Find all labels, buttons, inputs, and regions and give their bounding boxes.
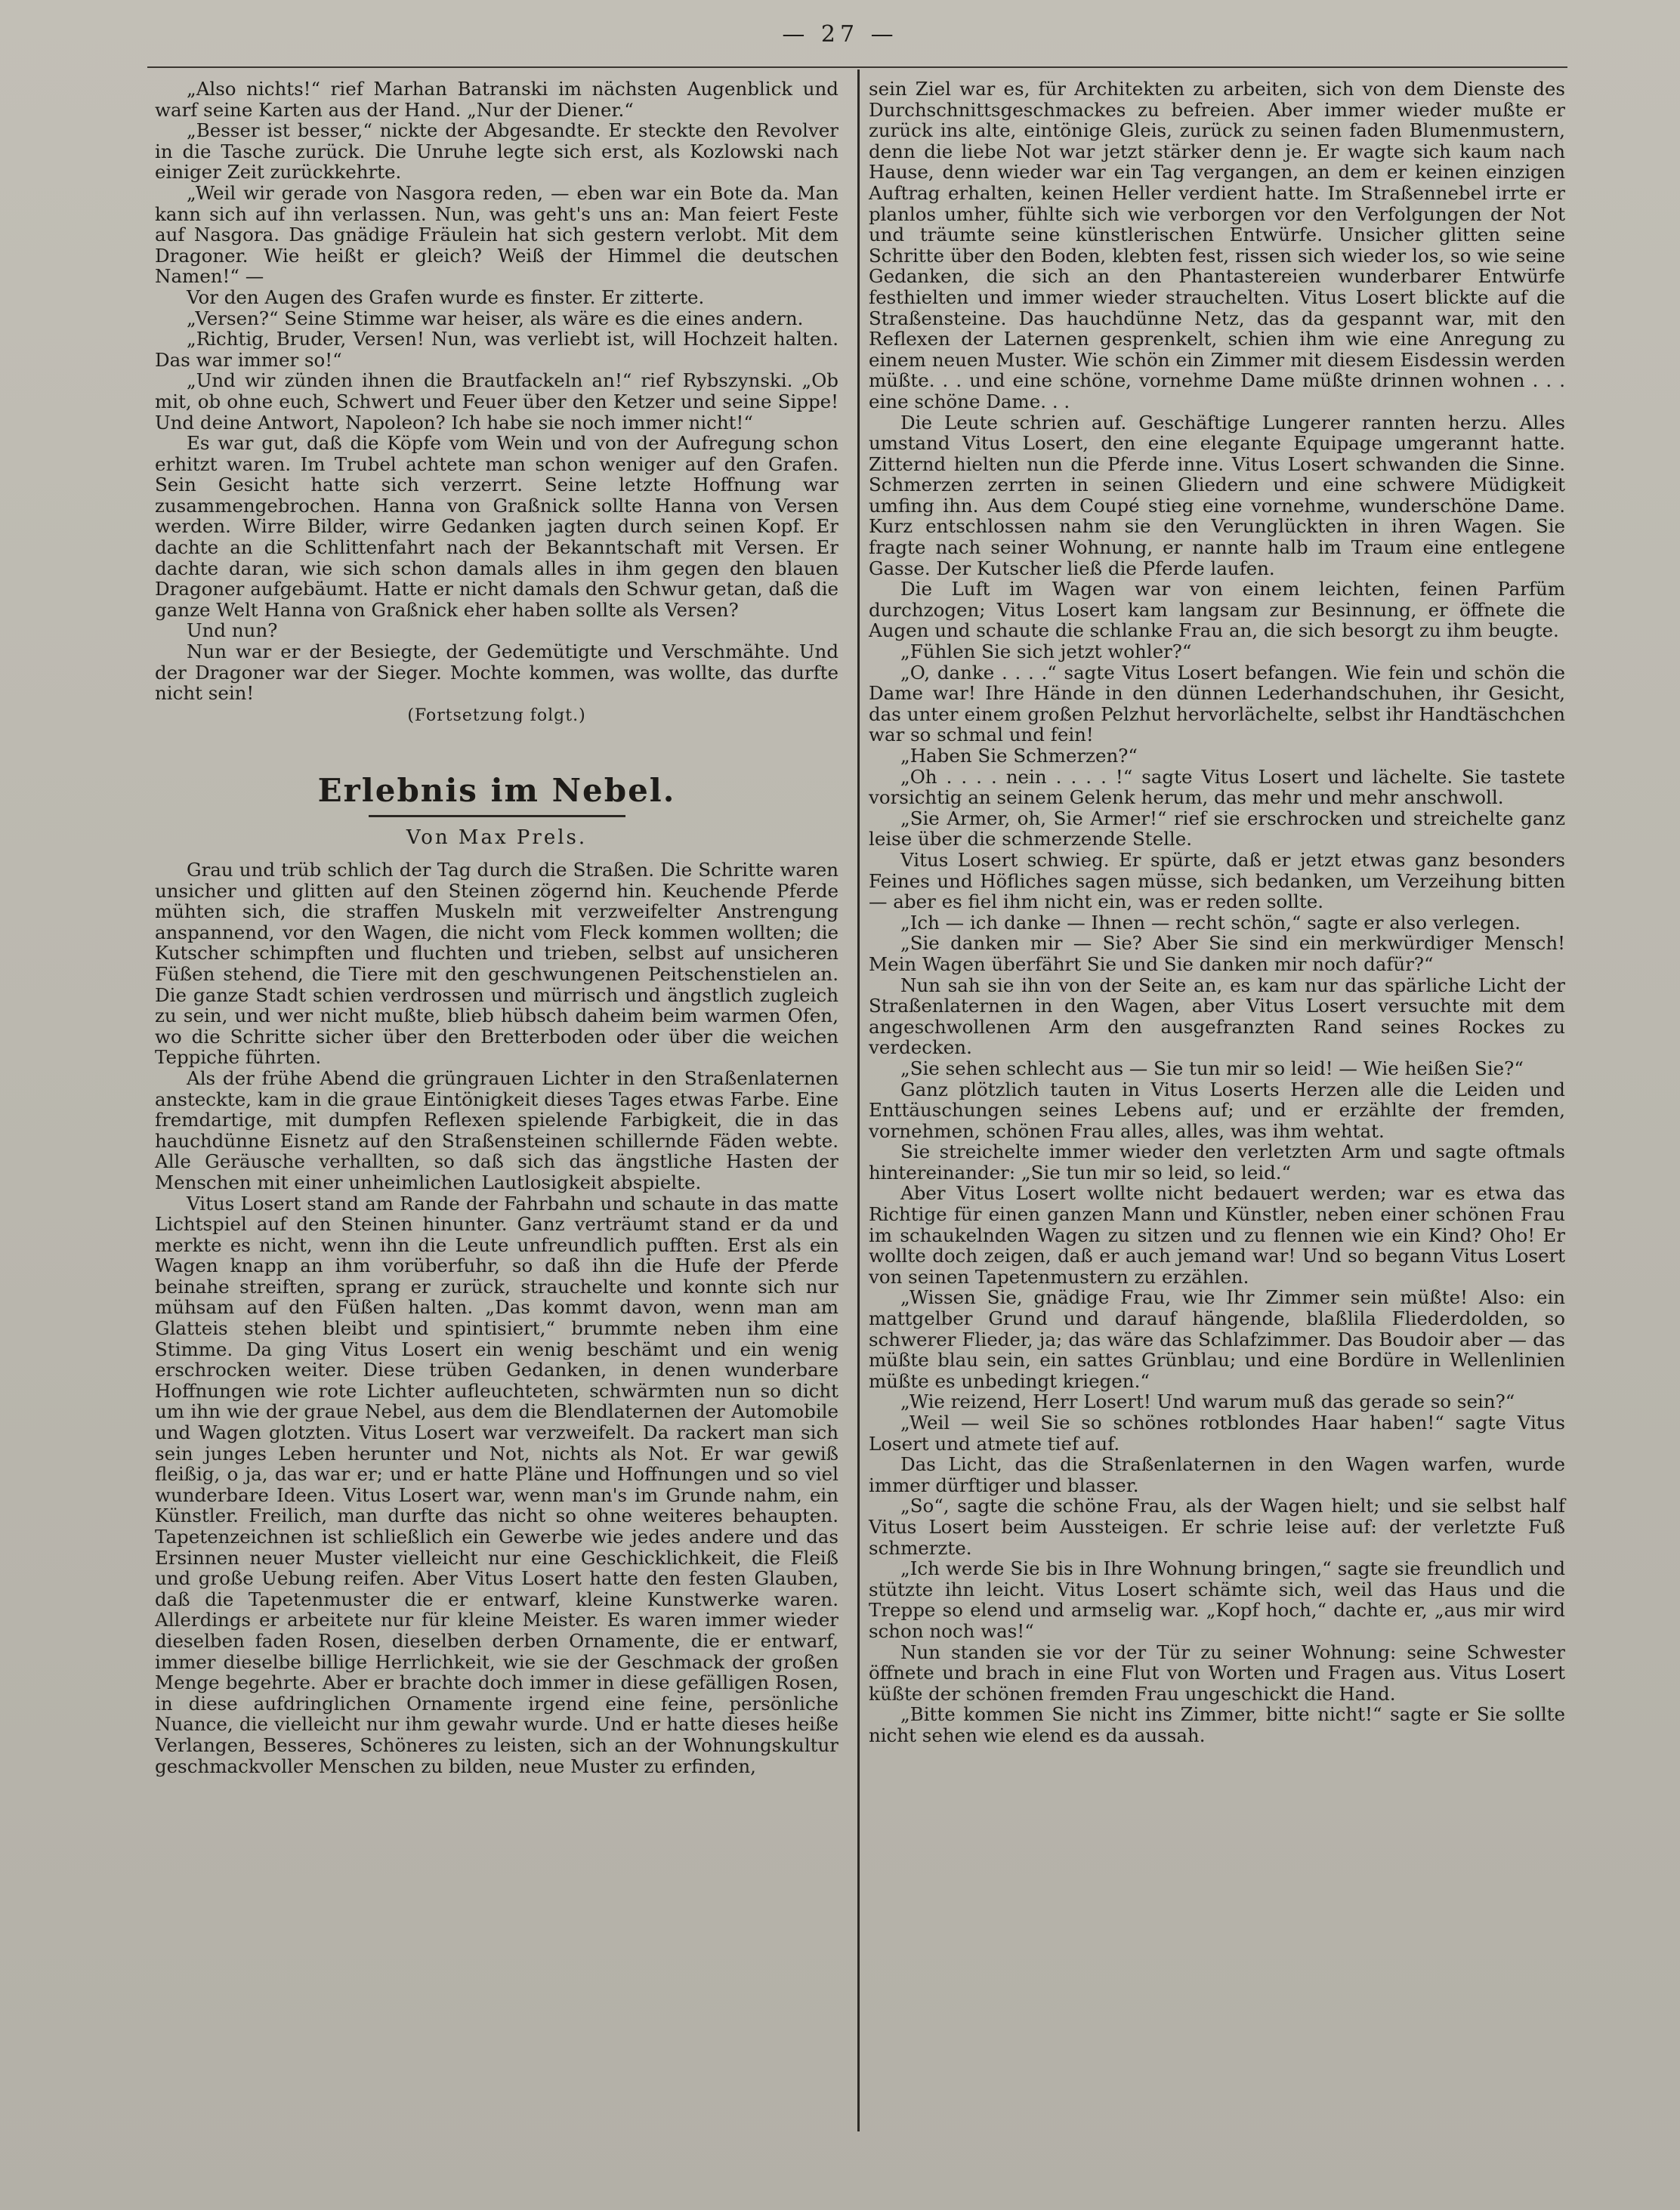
story-paragraph: „Also nichts!“ rief Marhan Batranski im nächsten Augenblick und warf seine Karten aus der Hand. „Nur der Diener.“ <box>155 78 838 121</box>
article-paragraph: Vitus Losert schwieg. Er spürte, daß er jetzt etwas ganz besonders Feines und Höfliches sagen müsse, sich bedanken, um Verzeihung bitten — aber es fiel ihm nicht ein, was er reden sollte. <box>869 848 1565 913</box>
continuation-note: (Fortsetzung folgt.) <box>407 705 586 725</box>
article-paragraph: „Oh . . . . nein . . . . !“ sagte Vitus Losert und lächelte. Sie tastete vorsichtig an seinem Gelenk herum, das mehr und mehr anschwoll. <box>869 765 1565 809</box>
story-paragraph: „Und wir zünden ihnen die Brautfackeln an!“ rief Rybszynski. „Ob mit, ob ohne euch, Schwert und Feuer über den Ketzer und seine Sippe! Und deine Antwort, Napoleon? Ich habe sie noch immer nicht!“ <box>155 369 838 434</box>
article-paragraph: „So“, sagte die schöne Frau, als der Wagen hielt; und sie selbst half Vitus Losert beim Aussteigen. Er schrie leise auf: der verletzte Fuß schmerzte. <box>869 1495 1565 1559</box>
article-paragraph: „Wie reizend, Herr Losert! Und warum muß das gerade so sein?“ <box>900 1391 1515 1413</box>
article-paragraph: „Sie sehen schlecht aus — Sie tun mir so leid! — Wie heißen Sie?“ <box>900 1057 1524 1079</box>
article-paragraph: Nun sah sie ihn von der Seite an, es kam nur das spärliche Licht der Straßenlaternen in den Wagen, aber Vitus Losert versuchte mit dem angeschwollenen Arm den ausgefranzten Rand seines Rockes zu verdecken. <box>869 974 1565 1059</box>
story-paragraph: „Besser ist besser,“ nickte der Abgesandte. Er steckte den Revolver in die Tasche zurück. Die Unruhe legte sich erst, als Kozlowski nach einiger Zeit zurückkehrte. <box>155 119 838 184</box>
left-column <box>155 79 838 1776</box>
article-paragraph: Aber Vitus Losert wollte nicht bedauert werden; war es etwa das Richtige für einen ganzen Mann und Künstler, neben einer schönen Frau im schaukelnden Wagen zu sitzen und zu flennen wie ein Kind? Oho! Er wollte doch zeigen, daß er auch jemand war! Und so begann Vitus Losert von seinen Tapetenmustern zu erzählen. <box>869 1182 1565 1288</box>
article-paragraph: „Ich werde Sie bis in Ihre Wohnung bringen,“ sagte sie freundlich und stützte ihn leicht. Vitus Losert schämte sich, weil das Haus und die Treppe so elend und armselig war. „Kopf hoch,“ dachte er, „aus mir wird schon noch was!“ <box>869 1557 1565 1642</box>
serial-story-continuation <box>155 79 838 726</box>
article <box>155 773 838 1776</box>
article-paragraph: Sie streichelte immer wieder den verletzten Arm und sagte oftmals hintereinander: „Sie tun mir so leid, so leid.“ <box>869 1140 1565 1184</box>
article-title: Erlebnis im Nebel. <box>317 772 676 810</box>
column-divider <box>857 69 860 2131</box>
article-paragraph: „Sie Armer, oh, Sie Armer!“ rief sie erschrocken und streichelte ganz leise über die schmerzende Stelle. <box>869 807 1565 850</box>
article-paragraph: „Sie danken mir — Sie? Aber Sie sind ein merkwürdiger Mensch! Mein Wagen überfährt Sie und Sie danken mir noch dafür?“ <box>869 932 1565 975</box>
article-paragraph: Die Leute schrien auf. Geschäftige Lungerer rannten herzu. Alles umstand Vitus Losert, den eine elegante Equipage umgerannt hatte. Zitternd hielten nun die Pferde inne. Vitus Losert schwanden die Sinne. Schmerzen zerrten in seinen Gliedern und eine schwere Müdigkeit umfing ihn. Aus dem Coupé stieg eine vornehme, wunderschöne Dame. Kurz entschlossen nahm sie den Verunglückten in ihren Wagen. Sie fragte nach seiner Wohnung, er nannte halb im Traum eine entlegene Gasse. Der Kutscher ließ die Pferde laufen. <box>869 411 1565 579</box>
article-paragraph: Vitus Losert stand am Rande der Fahrbahn und schaute in das matte Lichtspiel auf den Steinen hinunter. Ganz verträumt stand er da und merkte es nicht, wenn ihn die Leute unfreundlich pufften. Erst als ein Wagen knapp an ihm vorüberfuhr, so daß ihn die Hufe der Pferde beinahe streiften, sprang er zurück, strauchelte und konnte sich nur mühsam auf den Füßen halten. „Das kommt davon, wenn man am Glatteis stehen bleibt und spintisiert,“ brummte neben ihm eine Stimme. Da ging Vitus Losert ein wenig beschämt und ein wenig erschrocken weiter. Diese trüben Gedanken, in denen wunderbare Hoffnungen wie rote Lichter aufleuchteten, schwärmten nun so dicht um ihn wie der graue Nebel, aus dem die Blendlaternen der Automobile und Wagen glotzten. Vitus Losert war verzweifelt. Da rackert man sich sein junges Leben herunter und Not, nichts als Not. Er war gewiß fleißig, o ja, das war er; und er hatte Pläne und Hoffnungen und so viel wunderbare Ideen. Vitus Losert war, wenn man's im Grunde nahm, ein Künstler. Freilich, man durfte das nicht so ohne weiteres behaupten. Tapetenzeichnen ist schließlich ein Gewerbe wie jedes andere und das Ersinnen neuer Muster vielleicht nur eine Geschicklichkeit, die Fleiß und große Uebung reifen. Aber Vitus Losert hatte den festen Glauben, daß die Tapetenmuster die er entwarf, kleine Kunstwerke waren. Allerdings er arbeitete nur für kleine Meister. Es waren immer wieder dieselben faden Rosen, dieselben derben Ornamente, die er entwarf, immer dieselbe billige Herrlichkeit, wie sie der Geschmack der großen Menge begehrte. Aber er brachte doch immer in diese gefälligen Rosen, in diese aufdringlichen Ornamente irgend eine feine, persönliche Nuance, die vielleicht nur ihm gewahr wurde. Und er hatte dieses heiße Verlangen, Besseres, Schöneres zu leisten, sich an der Wohnungskultur geschmackvoller Menschen zu bilden, neue Muster zu erfinden, <box>155 1192 838 1777</box>
header-rule <box>147 66 1567 68</box>
article-paragraph: Grau und trüb schlich der Tag durch die Straßen. Die Schritte waren unsicher und glitten auf den Steinen zögernd hin. Keuchende Pferde mühten sich, die straffen Muskeln mit verzweifelter Anstrengung anspannend, vor den Wagen, die nicht vom Fleck kommen wollten; die Kutscher schimpften und fluchten und trieben, selbst auf unsicheren Füßen stehend, die Tiere mit den geschwungenen Peitschenstielen an. Die ganze Stadt schien verdrossen und mürrisch und ängstlich zugleich zu sein, und wer nicht mußte, blieb hübsch daheim beim warmen Ofen, wo die Schritte sicher über den Bretterboden oder über die weichen Teppiche führten. <box>155 859 838 1069</box>
page-number: — 27 — <box>782 21 898 48</box>
byline: Von Max Prels. <box>406 826 588 850</box>
article-paragraph: Ganz plötzlich tauten in Vitus Loserts Herzen alle die Leiden und Enttäuschungen seines Lebens auf; und er erzählte der fremden, vornehmen, schönen Frau alles, alles, was ihm wehtat. <box>869 1078 1565 1142</box>
story-paragraph: Nun war er der Besiegte, der Gedemütigte und Verschmähte. Und der Dragoner war der Sieger. Mochte kommen, was wollte, das durfte nicht sein! <box>155 640 838 705</box>
article-paragraph: Die Luft im Wagen war von einem leichten, feinen Parfüm durchzogen; Vitus Losert kam langsam zur Besinnung, er öffnete die Augen und schaute die schlanke Frau an, die sich besorgt zu ihm beugte. <box>869 578 1565 642</box>
article-paragraph: „Haben Sie Schmerzen?“ <box>900 745 1138 767</box>
article-paragraph: Nun standen sie vor der Tür zu seiner Wohnung: seine Schwester öffnete und brach in eine Flut von Worten und Fragen aus. Vitus Losert küßte der schönen fremden Frau ungeschickt die Hand. <box>869 1641 1565 1705</box>
article-paragraph: Das Licht, das die Straßenlaternen in den Wagen warfen, wurde immer dürftiger und blasser. <box>869 1453 1565 1496</box>
story-paragraph: Und nun? <box>187 619 278 642</box>
article-paragraph: „Wissen Sie, gnädige Frau, wie Ihr Zimmer sein müßte! Also: ein mattgelber Grund und darauf hängende, blaßlila Fliederdolden, so schwerer Flieder, ja; das wäre das Schlafzimmer. Das Boudoir aber — das müßte blau sein, ein sattes Grünblau; und eine Bordüre in Wellenlinien müßte es unbedingt kriegen.“ <box>869 1286 1565 1392</box>
article-paragraph: „Ich — ich danke — Ihnen — recht schön,“ sagte er also verlegen. <box>900 911 1521 934</box>
story-paragraph: „Versen?“ Seine Stimme war heiser, als wäre es die eines andern. <box>187 307 804 329</box>
article-paragraph: „Weil — weil Sie so schönes rotblondes Haar haben!“ sagte Vitus Losert und atmete tief auf. <box>869 1412 1565 1455</box>
title-underline <box>369 815 625 817</box>
story-paragraph: Es war gut, daß die Köpfe vom Wein und von der Aufregung schon erhitzt waren. Im Trubel achtete man schon weniger auf den Grafen. Sein Gesicht hatte sich verzerrt. Seine letzte Hoffnung war zusammengebrochen. Hanna von Graßnick sollte Hanna von Versen werden. Wirre Bilder, wirre Gedanken jagten durch seinen Kopf. Er dachte an die Schlittenfahrt nach der Bekanntschaft mit Versen. Er dachte daran, wie sich schon damals alles in ihm gegen den blauen Dragoner aufgebäumt. Hatte er nicht damals den Schwur getan, daß die ganze Welt Hanna von Graßnick eher haben sollte als Versen? <box>155 432 838 621</box>
story-paragraph: Vor den Augen des Grafen wurde es finster. Er zitterte. <box>187 286 705 308</box>
article-paragraph: „Fühlen Sie sich jetzt wohler?“ <box>900 640 1192 663</box>
article-paragraph: sein Ziel war es, für Architekten zu arbeiten, sich von dem Dienste des Durchschnittsgeschmackes zu befreien. Aber immer wieder mußte er zurück ins alte, eintönige Gleis, zurück zu seinen faden Blumenmustern, denn die liebe Not war jetzt stärker denn je. Er wagte sich kaum nach Hause, denn wieder war ein Tag vergangen, an dem er keinen einzigen Auftrag erhalten, keinen Heller verdient hatte. Im Straßennebel irrte er planlos umher, fühlte sich wie verborgen vor den Verfolgungen der Not und träumte seine künstlerischen Entwürfe. Unsicher glitten seine Schritte über den Boden, klebten fest, rissen sich wieder los, so wie seine Gedanken, die sich an den Phantastereien wunderbarer Entwürfe festhielten und immer wieder strauchelten. Vitus Losert blickte auf die Straßensteine. Das hauchdünne Netz, das da gespannt war, mit den Reflexen der Laternen gesprenkelt, schien ihm wie eine Anregung zu einem neuen Muster. Wie schön ein Zimmer mit diesem Eisdessin werden müßte. . . und eine schöne, vornehme Dame müßte drinnen wohnen . . . eine schöne Dame. . . <box>869 78 1565 412</box>
article-paragraph: „Bitte kommen Sie nicht ins Zimmer, bitte nicht!“ sagte er Sie sollte nicht sehen wie elend es da aussah. <box>869 1703 1565 1746</box>
article-paragraph: Als der frühe Abend die grüngrauen Lichter in den Straßenlaternen ansteckte, kam in die graue Eintönigkeit dieses Tages etwas Farbe. Eine fremdartige, mit dumpfen Reflexen spielende Farbigkeit, die in das hauchdünne Eisnetz auf den Straßensteinen schillernde Fäden webte. Alle Geräusche verhallten, so daß sich das ängstliche Hasten der Menschen mit einer unheimlichen Lautlosigkeit abspielte. <box>155 1066 838 1193</box>
article-paragraph: „O, danke . . . .“ sagte Vitus Losert befangen. Wie fein und schön die Dame war! Ihre Hände in den dünnen Lederhandschuhen, ihr Gesicht, das unter einem großen Pelzhut hervorlächelte, selbst ihr Handtäschchen war so schmal und fein! <box>869 661 1565 746</box>
story-paragraph: „Weil wir gerade von Nasgora reden, — eben war ein Bote da. Man kann sich auf ihn verlassen. Nun, was geht's uns an: Man feiert Feste auf Nasgora. Das gnädige Fräulein hat sich gestern verlobt. Mit dem Dragoner. Wie heißt er gleich? Weiß der Himmel die deutschen Namen!“ — <box>155 181 838 288</box>
right-column <box>869 79 1565 1746</box>
story-paragraph: „Richtig, Bruder, Versen! Nun, was verliebt ist, will Hochzeit halten. Das war immer so!“ <box>155 328 838 371</box>
